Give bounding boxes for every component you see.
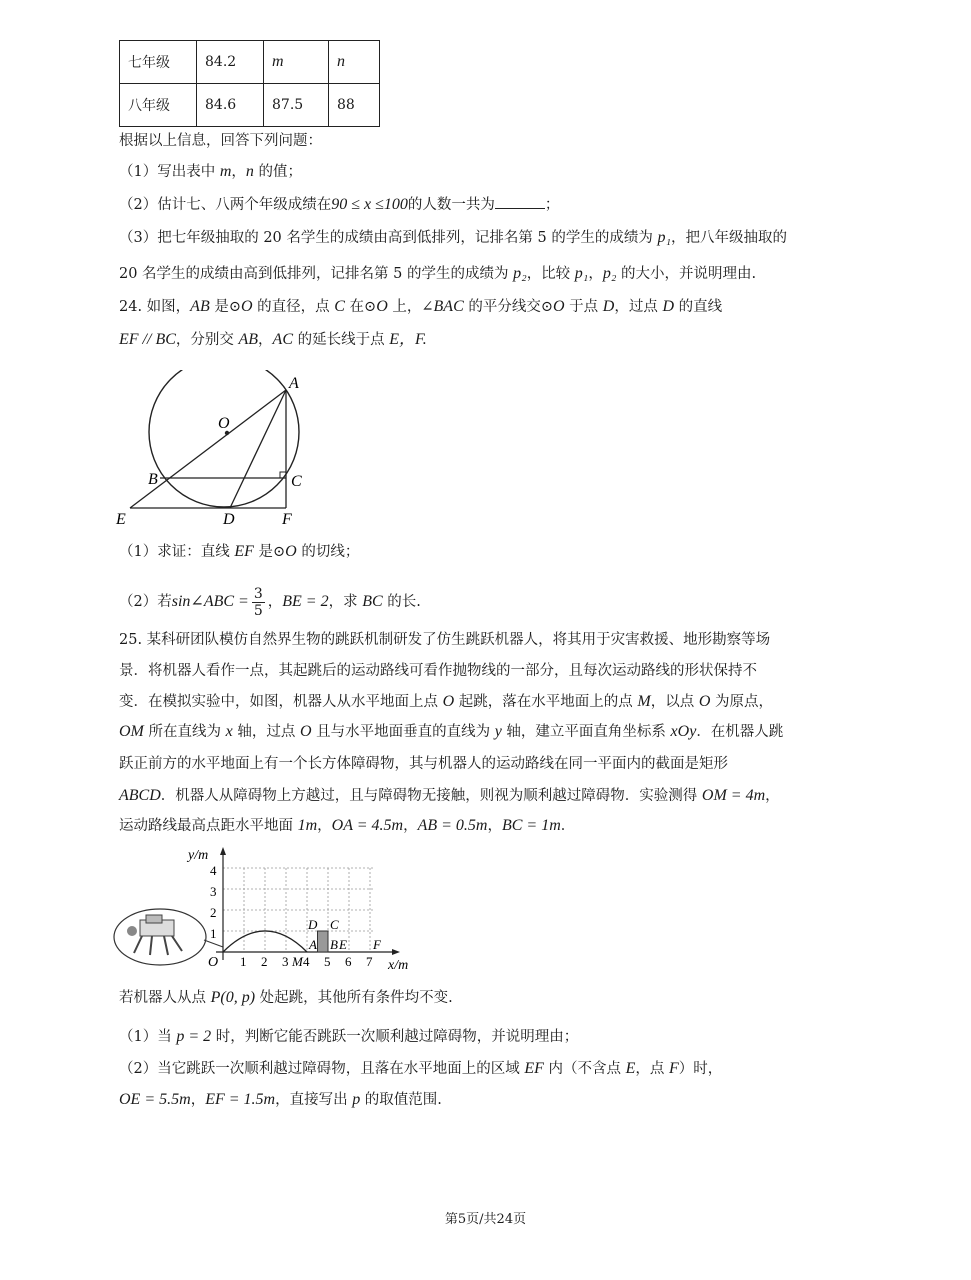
- text: 运动路线最高点距水平地面: [119, 818, 298, 834]
- text: 时，判断它能否跳跃一次顺利越过障碍物，并说明理由；: [211, 1029, 579, 1045]
- q25-sub1: [119, 1027, 578, 1047]
- text: ，分别交: [175, 332, 239, 348]
- var-n: n: [245, 163, 254, 180]
- text: 上，∠: [387, 299, 434, 315]
- label-e: E: [339, 937, 347, 952]
- text: 所在直线为: [143, 724, 226, 740]
- text: ，把八年级抽取的: [671, 230, 788, 246]
- text: （1）当: [119, 1029, 177, 1045]
- table-cell: 八年级: [120, 84, 197, 127]
- text: 的直线: [674, 299, 723, 315]
- table-cell: n: [329, 41, 380, 84]
- text: 的大小，并说明理由.: [616, 266, 757, 282]
- text: ）时，: [678, 1061, 723, 1077]
- var: O: [240, 298, 253, 315]
- var: y: [494, 723, 502, 740]
- text: ，求: [328, 594, 363, 610]
- var: p = 2: [176, 1028, 212, 1045]
- var: E，F.: [389, 331, 427, 348]
- text: ，: [403, 818, 418, 834]
- label-c: C: [291, 473, 302, 490]
- text: ，: [588, 266, 603, 282]
- var: E: [625, 1060, 636, 1077]
- text: 为原点，: [710, 694, 773, 710]
- q25-line5: 跃正前方的水平地面上有一个长方体障碍物，其与机器人的运动路线在同一平面内的截面是矩形: [119, 756, 728, 772]
- text: ，以点: [650, 694, 699, 710]
- text: 的延长线于点: [293, 332, 390, 348]
- x-tick: 4: [303, 954, 310, 969]
- q23-part2: [119, 194, 559, 215]
- y-tick: 3: [210, 884, 217, 899]
- var: C: [334, 298, 345, 315]
- table-cell: 88: [329, 84, 380, 127]
- var: x: [225, 723, 233, 740]
- text: 24. 如图，: [119, 299, 191, 315]
- text: ．机器人从障碍物上方越过，且与障碍物无接触，则视为顺利越过障碍物．实验测得: [160, 788, 702, 804]
- var: AB = 0.5m: [417, 817, 488, 834]
- var: AB: [190, 298, 210, 315]
- q23-part3-line2: [119, 264, 756, 284]
- text: 20 名学生的成绩由高到低排列，记排名第 5 的学生的成绩为: [119, 266, 514, 282]
- var: D: [662, 298, 675, 315]
- text: 轴，过点: [232, 724, 300, 740]
- q23-part1: [119, 162, 302, 182]
- var: F: [669, 1060, 679, 1077]
- text: 起跳，落在水平地面上的点: [454, 694, 638, 710]
- text: 轴，建立平面直角坐标系: [501, 724, 671, 740]
- var: xOy: [670, 723, 697, 740]
- x-tick: 6: [345, 954, 352, 969]
- q25-line4: [119, 722, 783, 742]
- text: （2）当它跳跃一次顺利越过障碍物，且落在水平地面上的区域: [119, 1061, 525, 1077]
- text: 处起跳，其他所有条件均不变.: [255, 990, 453, 1006]
- q24-line2: [119, 330, 427, 350]
- obstacle: [318, 931, 329, 952]
- var: M: [637, 693, 651, 710]
- text: 的直径，点: [252, 299, 335, 315]
- numerator: 3: [253, 585, 263, 602]
- text: ，: [258, 332, 273, 348]
- var-p2: p₂: [602, 265, 617, 282]
- label-b: B: [330, 937, 338, 952]
- text: ；: [544, 197, 560, 213]
- label-e: E: [116, 511, 126, 528]
- var: D: [602, 298, 615, 315]
- label-f: F: [282, 511, 292, 528]
- x-label: x/m: [388, 958, 409, 973]
- text: ，: [765, 788, 780, 804]
- var: O: [553, 298, 565, 315]
- score-table: [119, 40, 380, 127]
- text: 变．在模拟实验中，如图，机器人从水平地面上点: [119, 694, 443, 710]
- var: OM = 4m: [701, 787, 766, 804]
- text: ，直接写出: [275, 1092, 353, 1108]
- text: ，: [487, 818, 502, 834]
- x-tick: 1: [240, 954, 247, 969]
- table-row: [120, 84, 380, 127]
- text: 若机器人从点: [119, 990, 211, 1006]
- text: ．在机器人跳: [696, 724, 784, 740]
- q25-sub3: [119, 1090, 442, 1110]
- var: sin∠ABC =: [171, 593, 249, 610]
- q25-sub2: [119, 1059, 722, 1079]
- label-f: F: [373, 937, 381, 952]
- origin-label: O: [208, 955, 219, 970]
- label-a: A: [309, 937, 317, 952]
- var: O: [698, 693, 711, 710]
- text: ，: [317, 818, 332, 834]
- var-p2: p₂: [513, 265, 527, 282]
- var: ABCD: [119, 787, 161, 804]
- fraction: [252, 586, 265, 619]
- coordinate-figure: [110, 845, 430, 980]
- circle-o: [149, 370, 299, 507]
- var: EF = 1.5m: [205, 1091, 276, 1108]
- y-tick: 1: [210, 926, 217, 941]
- q25-line8: [119, 988, 453, 1008]
- text: 的平分线交⊙: [463, 299, 554, 315]
- text: 的值；: [253, 164, 303, 180]
- page-footer: 第5页/共24页: [444, 1212, 527, 1227]
- q23-intro: 根据以上信息，回答下列问题：: [119, 133, 322, 149]
- text: ，点: [635, 1061, 669, 1077]
- x-tick: 2: [261, 954, 268, 969]
- text: 的人数一共为: [407, 197, 495, 213]
- y-arrow: [220, 847, 226, 855]
- var: AC: [272, 331, 293, 348]
- text: ，: [231, 164, 246, 180]
- y-tick: 2: [210, 905, 217, 920]
- table-row: [120, 41, 380, 84]
- var: O: [299, 723, 312, 740]
- q25-line3: [119, 692, 773, 712]
- var: EF: [524, 1060, 544, 1077]
- text: （1）求证：直线: [119, 544, 235, 560]
- q24-sub2: [119, 584, 421, 620]
- q25-line1: 25. 某科研团队模仿自然界生物的跳跃机制研发了仿生跳跃机器人，将其用于灾害救援、地形勘察等场: [119, 632, 771, 648]
- label-a: A: [289, 375, 299, 392]
- denominator: 5: [253, 602, 263, 619]
- y-label: y/m: [188, 848, 209, 863]
- label-o: O: [218, 415, 230, 432]
- text: 在⊙: [344, 299, 377, 315]
- text: （2）估计七、八两个年级成绩在: [119, 197, 332, 213]
- label-c: C: [330, 917, 339, 932]
- x-tick: 5: [324, 954, 331, 969]
- var: OM: [119, 723, 144, 740]
- var: P(0, p): [210, 989, 256, 1006]
- text: 是⊙: [253, 544, 286, 560]
- text: （3）把七年级抽取的 20 名学生的成绩由高到低排列，记排名第 5 的学生的成绩为: [119, 230, 658, 246]
- text: ，比较: [526, 266, 575, 282]
- var: BC = 1m: [501, 817, 561, 834]
- var: BE = 2: [282, 593, 329, 610]
- table-cell: 84.6: [197, 84, 264, 127]
- text: 内（不含点: [543, 1061, 626, 1077]
- q25-line7: [119, 816, 575, 836]
- text: （2）若: [119, 594, 172, 610]
- text: （1）写出表中: [119, 164, 220, 180]
- text: ，: [267, 594, 283, 610]
- q23-part3-line1: [119, 228, 787, 248]
- circle-figure: [110, 370, 320, 530]
- text: 的取值范围.: [360, 1092, 442, 1108]
- condition: 90 ≤ x ≤100: [331, 196, 408, 213]
- q25-line2: 景．将机器人看作一点，其起跳后的运动路线可看作抛物线的一部分，且每次运动路线的形状保持不: [119, 663, 757, 679]
- var: 1m: [297, 817, 318, 834]
- var-p1: p₁: [574, 265, 589, 282]
- answer-blank: [495, 194, 545, 209]
- table-cell: 87.5: [264, 84, 329, 127]
- var: BAC: [433, 298, 464, 315]
- var: AB: [238, 331, 259, 348]
- label-m: M: [292, 954, 303, 969]
- x-tick: 3: [282, 954, 289, 969]
- label-d: D: [308, 917, 318, 932]
- x-arrow: [392, 949, 400, 955]
- label-b: B: [148, 471, 158, 488]
- text: 且与水平地面垂直的直线为: [311, 724, 495, 740]
- var: p: [352, 1091, 361, 1108]
- var: OE = 5.5m: [119, 1091, 191, 1108]
- grid: [223, 868, 373, 952]
- y-tick: 4: [210, 863, 217, 878]
- table-cell: 七年级: [120, 41, 197, 84]
- text: 于点: [564, 299, 603, 315]
- q24-sub1: [119, 542, 359, 562]
- var: BC: [362, 593, 383, 610]
- var: O: [442, 693, 455, 710]
- var: EF: [234, 543, 254, 560]
- text: 的切线；: [296, 544, 360, 560]
- var-p1: p₁: [657, 229, 672, 246]
- text: 的长.: [382, 594, 421, 610]
- var: O: [285, 543, 297, 560]
- robot-illustration: [114, 909, 223, 965]
- x-tick: 7: [366, 954, 373, 969]
- line-ad: [230, 390, 286, 508]
- q25-line6: [119, 786, 780, 806]
- table-cell: m: [264, 41, 329, 84]
- q24-line1: [119, 297, 722, 317]
- text: ，: [190, 1092, 206, 1108]
- table-cell: 84.2: [197, 41, 264, 84]
- label-d: D: [223, 511, 235, 528]
- text: ．: [560, 818, 576, 834]
- var-m: m: [219, 163, 232, 180]
- text: ，过点: [614, 299, 663, 315]
- var: OA = 4.5m: [331, 817, 404, 834]
- var: O: [376, 298, 388, 315]
- text: 是⊙: [209, 299, 241, 315]
- var: EF // BC: [119, 331, 176, 348]
